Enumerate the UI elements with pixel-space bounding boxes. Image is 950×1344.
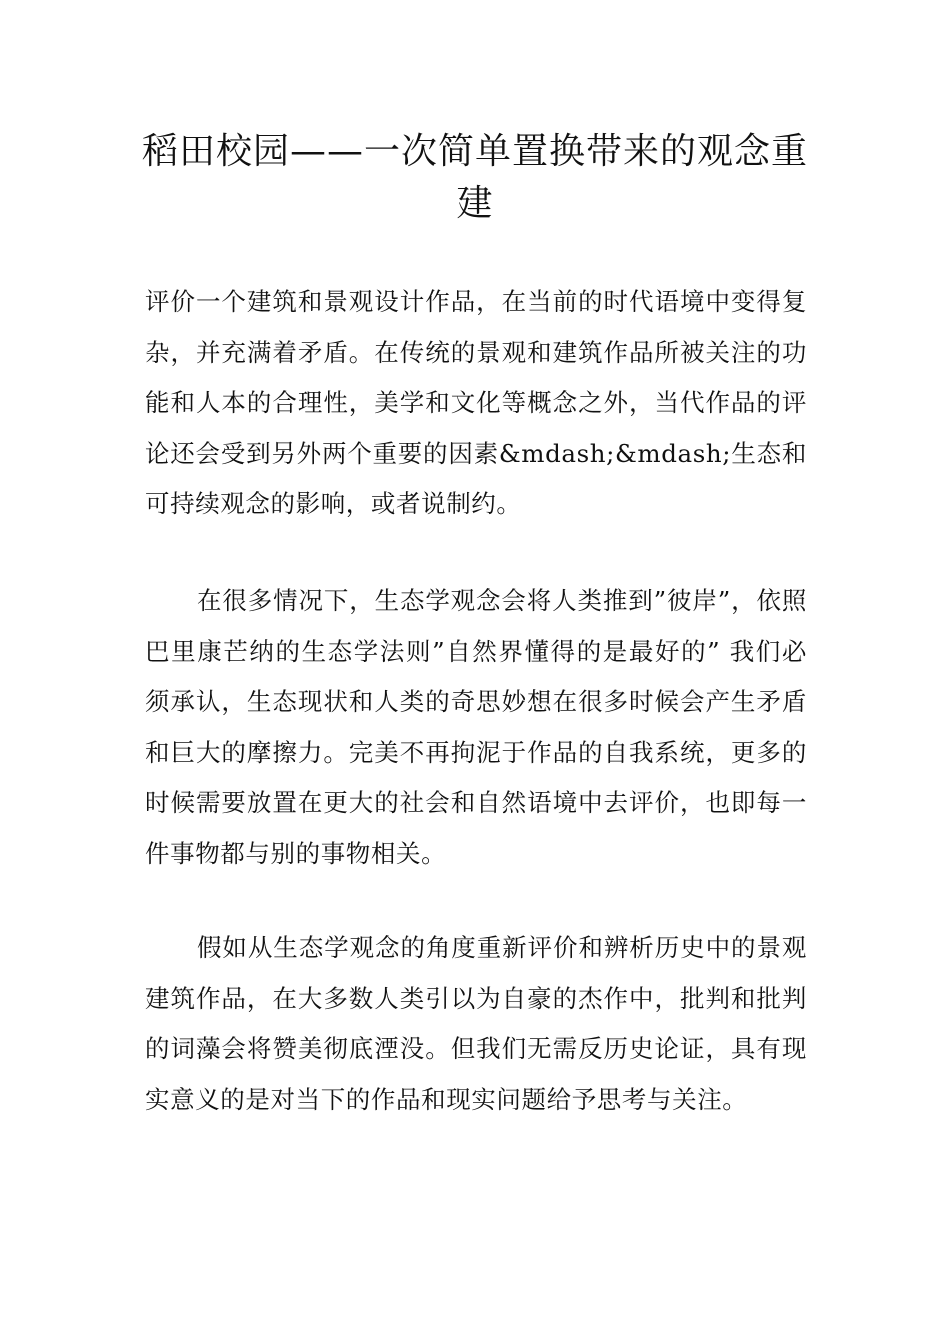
- document-title: 稻田校园——一次简单置换带来的观念重建: [141, 131, 808, 224]
- paragraph-1: 评价一个建筑和景观设计作品，在当前的时代语境中变得复杂，并充满着矛盾。在传统的景观和建筑作品所被关注的功能和人本的合理性，美学和文化等概念之外，当代作品的评论还会受到另外两个重要的因素&mdash;&mdash;生态和可持续观念的影响，或者说制约。: [145, 287, 807, 518]
- paragraph-2: 在很多情况下，生态学观念会将人类推到”彼岸”，依照巴里康芒纳的生态学法则”自然界懂得的是最好的” 我们必须承认，生态现状和人类的奇思妙想在很多时候会产生矛盾和巨大的摩擦力。完美不再拘泥于作品的自我系统，更多的时候需要放置在更大的社会和自然语境中去评价，也即每一件事物都与别的事物相关。: [145, 586, 807, 868]
- paragraph-3: 假如从生态学观念的角度重新评价和辨析历史中的景观建筑作品，在大多数人类引以为自豪的杰作中，批判和批判的词藻会将赞美彻底湮没。但我们无需反历史论证，具有现实意义的是对当下的作品和现实问题给予思考与关注。: [145, 933, 807, 1114]
